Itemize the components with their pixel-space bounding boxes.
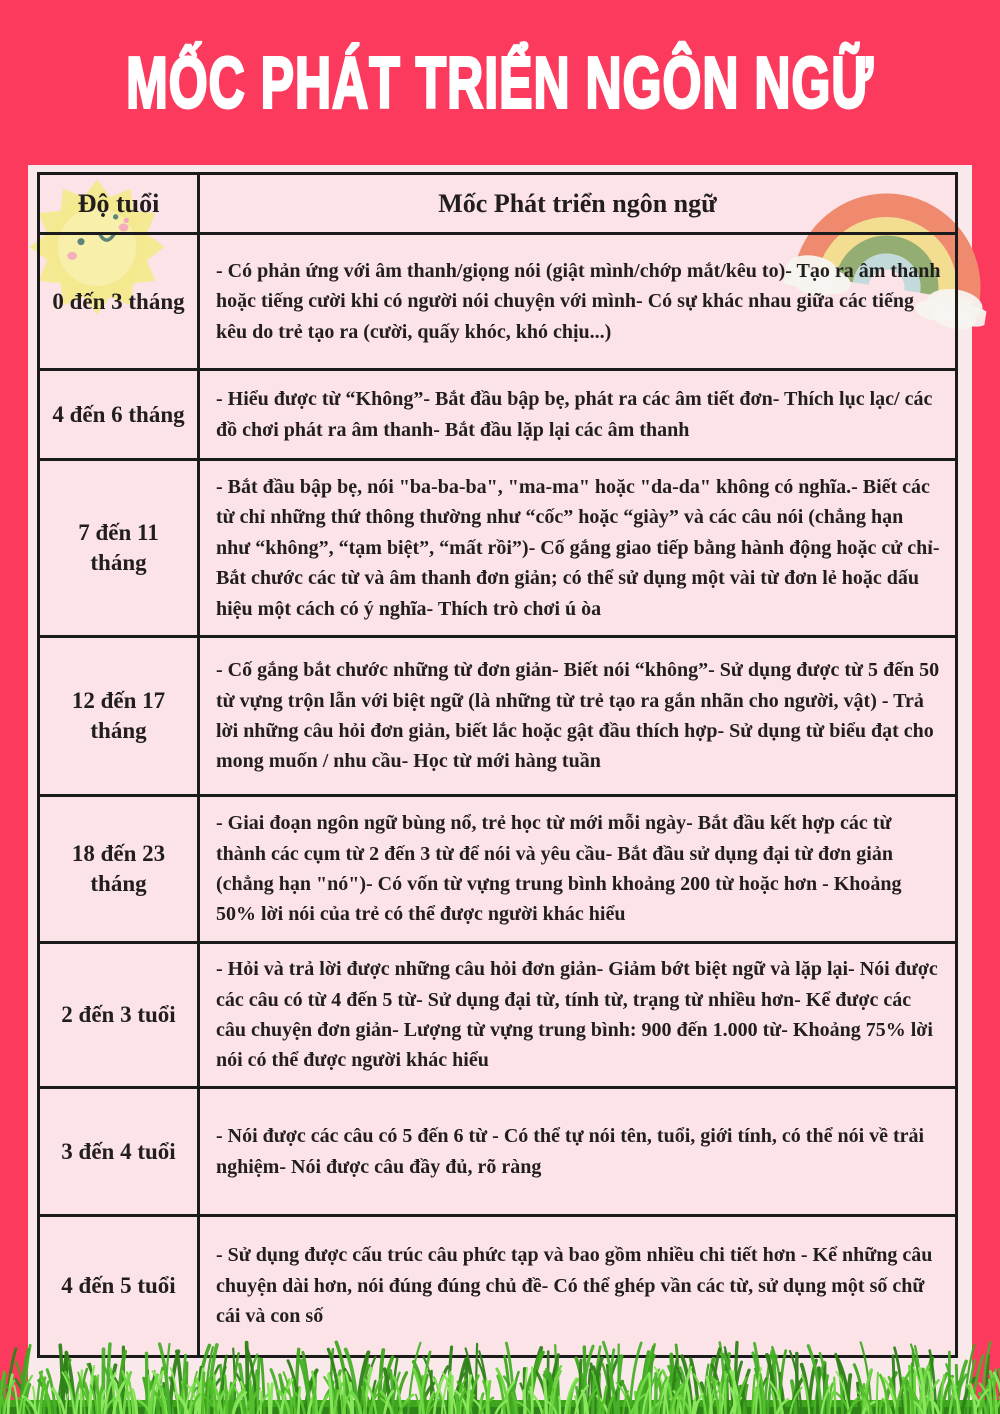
page-title: MỐC PHÁT TRIỂN NGÔN NGỮ (126, 41, 874, 124)
table-row (39, 1088, 957, 1216)
milestone-cell: - Hiểu được từ “Không”- Bắt đầu bập bẹ, phát ra các âm tiết đơn- Thích lục lạc/ các đồ chơi phát ra âm thanh- Bắt đầu lặp lại các âm thanh (199, 370, 957, 460)
milestones-table (37, 172, 958, 1358)
milestone-cell: - Giai đoạn ngôn ngữ bùng nổ, trẻ học từ mới mỗi ngày- Bắt đầu kết hợp các từ thành các cụm từ 2 đến 3 từ để nói và yêu cầu- Bắt đầu sử dụng đại từ đơn giản (chẳng hạn "nó")- Có vốn từ vựng trung bình khoảng 200 từ hoặc hơn - Khoảng 50% lời nói của trẻ có thể được người khác hiểu (199, 796, 957, 943)
age-column-header: Độ tuổi (39, 174, 199, 234)
age-cell: 4 đến 5 tuổi (39, 1216, 199, 1357)
milestone-cell: - Bắt đầu bập bẹ, nói "ba-ba-ba", "ma-ma" hoặc "da-da" không có nghĩa.- Biết các từ chỉ những thứ thông thường như “cốc” hoặc “giày” và các câu nói (chẳng hạn như “không”, “tạm biệt”, “mất rồi”)- Cố gắng giao tiếp bằng hành động hoặc cử chỉ- Bắt chước các từ và âm thanh đơn giản; có thể sử dụng một vài từ đơn lẻ hoặc dấu hiệu một cách có ý nghĩa- Thích trò chơi ú òa (199, 460, 957, 637)
milestone-cell: - Có phản ứng với âm thanh/giọng nói (giật mình/chớp mắt/kêu to)- Tạo ra âm thanh hoặc tiếng cười khi có người nói chuyện với mình- Có sự khác nhau giữa các tiếng kêu do trẻ tạo ra (cười, quấy khóc, khó chịu...) (199, 234, 957, 370)
table-row (39, 460, 957, 637)
table-header-row (39, 174, 957, 234)
age-cell: 2 đến 3 tuổi (39, 943, 199, 1088)
age-cell: 4 đến 6 tháng (39, 370, 199, 460)
table-row (39, 234, 957, 370)
milestone-column-header: Mốc Phát triển ngôn ngữ (199, 174, 957, 234)
milestone-cell: - Nói được các câu có 5 đến 6 từ - Có thể tự nói tên, tuổi, giới tính, có thể nói về trải nghiệm- Nói được câu đầy đủ, rõ ràng (199, 1088, 957, 1216)
age-cell: 18 đến 23 tháng (39, 796, 199, 943)
milestone-cell: - Sử dụng được cấu trúc câu phức tạp và bao gồm nhiều chi tiết hơn - Kể những câu chuyện dài hơn, nói đúng đúng chủ đề- Có thể ghép vần các từ, sử dụng một số chữ cái và con số (199, 1216, 957, 1357)
milestone-cell: - Hỏi và trả lời được những câu hỏi đơn giản- Giảm bớt biệt ngữ và lặp lại- Nói được các câu có từ 4 đến 5 từ- Sử dụng đại từ, tính từ, trạng từ nhiều hơn- Kể được các câu chuyện đơn giản- Lượng từ vựng trung bình: 900 đến 1.000 từ- Khoảng 75% lời nói có thể được người khác hiểu (199, 943, 957, 1088)
table-row (39, 370, 957, 460)
grass-decoration (0, 1322, 1000, 1414)
table-row (39, 796, 957, 943)
age-cell: 12 đến 17 tháng (39, 637, 199, 796)
title-banner (0, 0, 1000, 165)
milestone-cell: - Cố gắng bắt chước những từ đơn giản- Biết nói “không”- Sử dụng được từ 5 đến 50 từ vựng trộn lẫn với biệt ngữ (là những từ trẻ tạo ra gắn nhãn cho người, vật) - Trả lời những câu hỏi đơn giản, biết lắc hoặc gật đầu thích hợp- Sử dụng từ biểu đạt cho mong muốn / nhu cầu- Học từ mới hàng tuần (199, 637, 957, 796)
age-cell: 3 đến 4 tuổi (39, 1088, 199, 1216)
table-row (39, 637, 957, 796)
age-cell: 7 đến 11 tháng (39, 460, 199, 637)
table-row (39, 943, 957, 1088)
age-cell: 0 đến 3 tháng (39, 234, 199, 370)
